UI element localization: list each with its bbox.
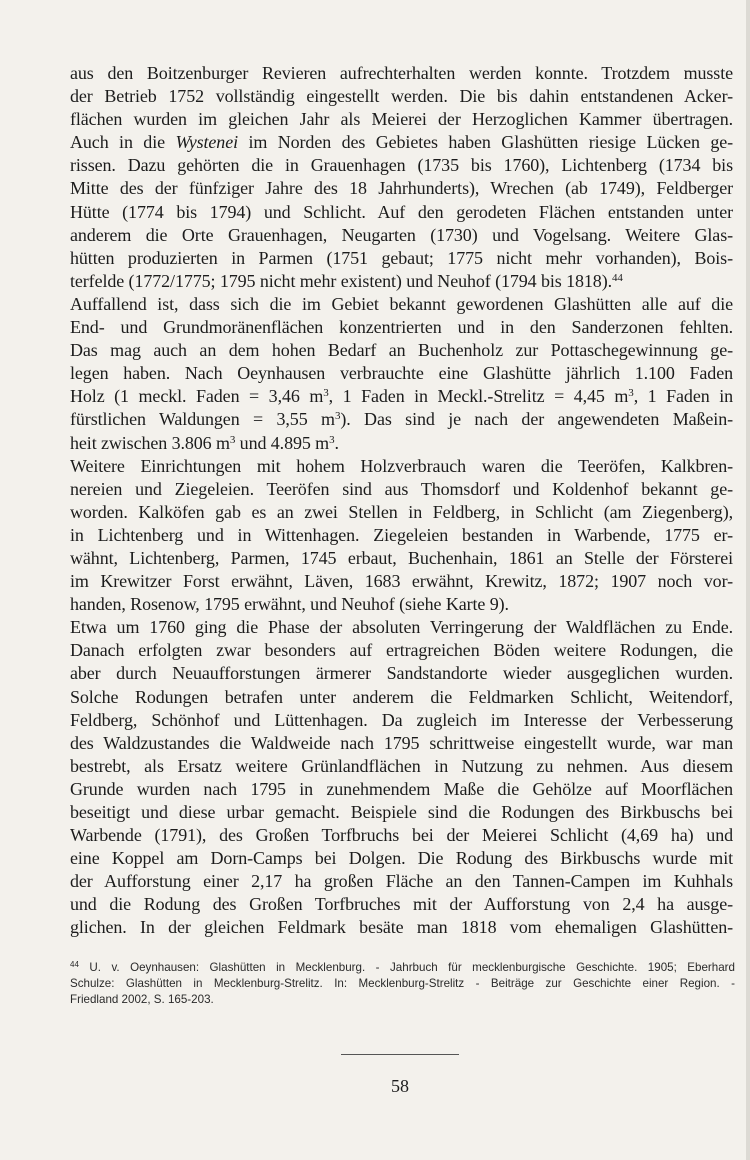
text-line: Hütte (1774 bis 1794) und Schlicht. Auf den gerodeten Flächen entstanden unter <box>70 201 733 222</box>
text-line: Weitere Einrichtungen mit hohem Holzverbrauch waren die Teeröfen, Kalkbren- <box>70 455 733 476</box>
text-line: Danach erfolgten zwar besonders auf ertragreichen Böden weitere Rodungen, die <box>70 640 733 661</box>
text-line: der Aufforstung einer 2,17 ha großen Fläche an den Tannen-Campen im Kuhhals <box>70 871 733 892</box>
text-line: rissen. Dazu gehörten die in Grauenhagen (1735 bis 1760), Lichtenberg (1734 bis <box>70 155 733 176</box>
footnote <box>70 960 735 1008</box>
text-line: wähnt, Lichtenberg, Parmen, 1745 erbaut, Buchenhain, 1861 an Stelle der Försterei <box>70 547 733 568</box>
text-line: aus den Boitzenburger Revieren aufrechterhalten werden konnte. Trotzdem musste <box>70 63 733 83</box>
text-line: Grunde wurden nach 1795 in zunehmendem Maße die Gehölze auf Moorflächen <box>70 778 733 799</box>
text-line: flächen wurden im gleichen Jahr als Meierei der Herzoglichen Kammer übertragen. <box>70 109 733 130</box>
text-line: Auffallend ist, dass sich die im Gebiet bekannt gewordenen Glashütten alle auf die <box>70 293 733 314</box>
body-text <box>70 62 733 940</box>
text-line: Etwa um 1760 ging die Phase der absoluten Verringerung der Waldflächen zu Ende. <box>70 617 733 638</box>
text-line: Solche Rodungen betrafen unter anderem die Feldmarken Schlicht, Weitendorf, <box>70 686 733 707</box>
footnote-line: Friedland 2002, S. 165-203. <box>70 993 214 1006</box>
footer-rule <box>341 1054 459 1055</box>
text-line: Warbende (1791), des Großen Torfbruchs bei der Meierei Schlicht (4,69 ha) und <box>70 825 733 846</box>
text-line: legen haben. Nach Oeynhausen verbrauchte eine Glashütte jährlich 1.100 Faden <box>70 363 733 384</box>
text-line: und die Rodung des Großen Torfbruches mit der Aufforstung von 2,4 ha ausge- <box>70 894 733 915</box>
text-line: anderem die Orte Grauenhagen, Neugarten (1730) und Vogelsang. Weitere Glas- <box>70 224 733 245</box>
text-line: heit zwischen 3.806 $m^3$ und 4.895 $m^3$. <box>70 432 339 453</box>
text-line: fürstlichen Waldungen = 3,55 $m^3$). Das sind je nach der angewendeten Maßein- <box>70 409 733 430</box>
text-line: worden. Kalköfen gab es an zwei Stellen in Feldberg, in Schlicht (am Ziegenberg), <box>70 501 733 522</box>
text-line: im Krewitzer Forst erwähnt, Läven, 1683 erwähnt, Krewitz, 1872; 1907 noch vor- <box>70 571 733 592</box>
text-line: Auch in die Wystenei im Norden des Gebietes haben Glashütten riesige Lücken ge- <box>70 132 734 153</box>
footnote-line: Schulze: Glashütten in Mecklenburg-Strelitz. In: Mecklenburg-Strelitz - Beiträge zur Geschichte einer Region. - <box>70 977 735 990</box>
text-line: aber durch Neuaufforstungen ärmerer Sandstandorte wieder ausgeglichen wurden. <box>70 663 733 684</box>
text-line: Das mag auch an dem hohen Bedarf an Buchenholz zur Pottaschegewinnung ge- <box>70 340 733 361</box>
text-line: glichen. In der gleichen Feldmark besäte man 1818 vom ehemaligen Glashütten- <box>70 917 733 938</box>
page-edge <box>746 0 750 1160</box>
text-line: beseitigt und diese urbar gemacht. Beispiele sind die Rodungen des Birkbuschs bei <box>70 802 733 822</box>
text-line: handen, Rosenow, 1795 erwähnt, und Neuhof (siehe Karte 9). <box>70 594 509 615</box>
page-number: 58 <box>391 1076 409 1096</box>
text-line: nereien und Ziegeleien. Teeröfen sind aus Thomsdorf und Koldenhof bekannt ge- <box>70 478 733 499</box>
text-line: terfelde (1772/1775; 1795 nicht mehr existent) und Neuhof (1794 bis 1818).$^{44}$ <box>70 270 623 291</box>
text-line: Holz (1 meckl. Faden = 3,46 $m^3$, 1 Faden in Meckl.-Strelitz = 4,45 $m^3$, 1 Faden in <box>70 386 733 407</box>
text-line: End- und Grundmoränenflächen konzentrierten und in den Sanderzonen fehlten. <box>70 317 733 338</box>
text-line: hütten produzierten in Parmen (1751 gebaut; 1775 nicht mehr vorhanden), Bois- <box>70 247 733 268</box>
text-line: eine Koppel am Dorn-Camps bei Dolgen. Die Rodung des Birkbuschs wurde mit <box>70 848 733 869</box>
text-line: in Lichtenberg und in Wittenhagen. Ziegeleien bestanden in Warbende, 1775 er- <box>70 524 733 545</box>
text-line: des Waldzustandes die Waldweide nach 1795 schrittweise eingestellt wurde, war man <box>70 732 733 753</box>
text-line: der Betrieb 1752 vollständig eingestellt werden. Die bis dahin entstandenen Acker- <box>70 86 733 107</box>
footnote-line: $^{44}$ U. v. Oeynhausen: Glashütten in Mecklenburg. - Jahrbuch für mecklenburgische Geschichte. 1905; Eberhard <box>70 960 735 974</box>
text-line: Feldberg, Schönhof und Lüttenhagen. Da zugleich im Interesse der Verbesserung <box>70 709 733 730</box>
text-line: bestrebt, als Ersatz weitere Grünlandflächen in Nutzung zu nehmen. Aus diesem <box>70 755 733 776</box>
text-line: Mitte des der fünfziger Jahre des 18 Jahrhunderts), Wrechen (ab 1749), Feldberger <box>70 178 733 199</box>
